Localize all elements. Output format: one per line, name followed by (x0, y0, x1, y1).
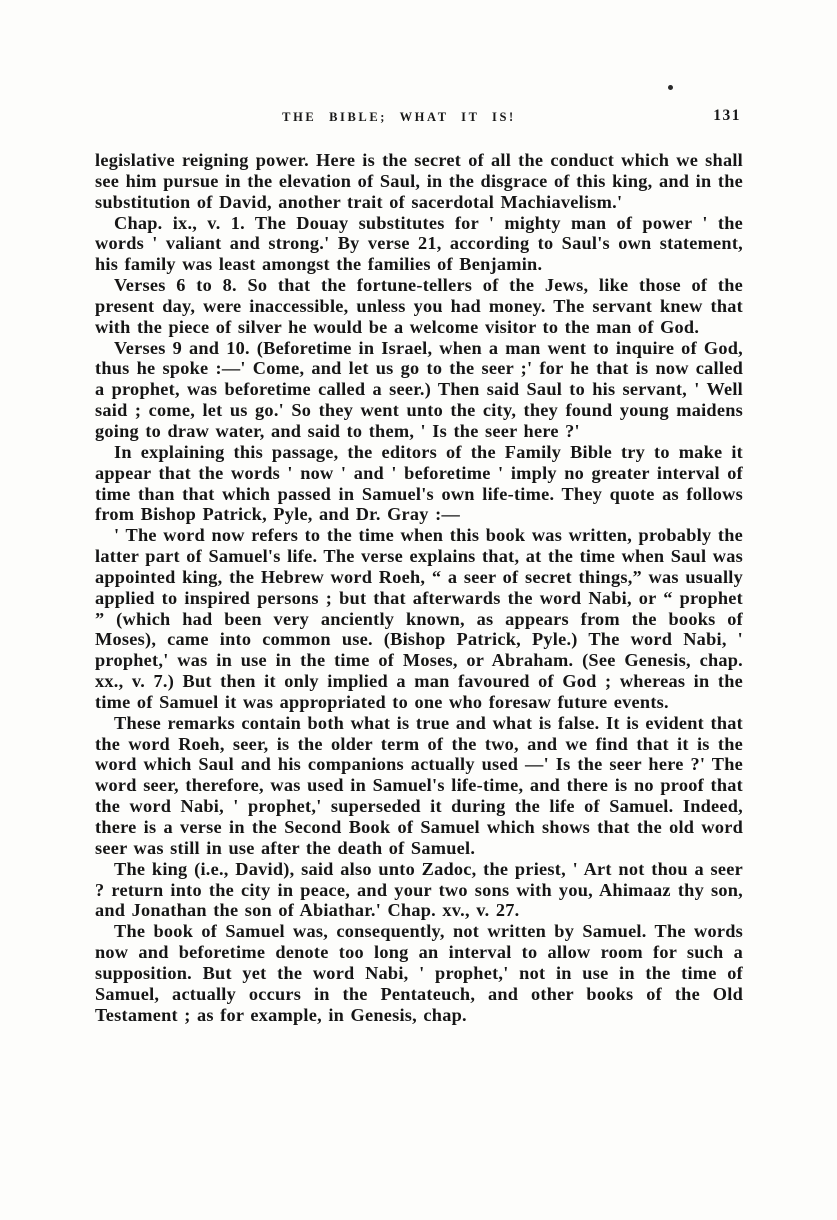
paragraph-5: In explaining this passage, the editors of the Family Bible try to make it appear that the words ' now ' and ' beforetime ' imply no greater interval of time than that which passed in Samuel's own life-time. They quote as follows from Bishop Patrick, Pyle, and Dr. Gray :— (95, 441, 743, 525)
page-body (95, 150, 743, 1025)
paragraph-6: ' The word now refers to the time when this book was written, probably the latter part of Samuel's life. The verse explains that, at the time when Saul was appointed king, the Hebrew word Roeh, “ a seer of secret things,” was usually applied to inspired persons ; but that afterwards the word Nabi, or “ prophet ” (which had been very anciently known, as appears from the books of Moses), came into common use. (Bishop Patrick, Pyle.) The word Nabi, ' prophet,' was in use in the time of Moses, or Abraham. (See Genesis, chap. xx., v. 7.) But then it only implied a man favoured of God ; whereas in the time of Samuel it was appropriated to one who foresaw future events. (95, 525, 743, 712)
paragraph-3: Verses 6 to 8. So that the fortune-tellers of the Jews, like those of the present day, were inaccessible, unless you had money. The servant knew that with the piece of silver he would be a welcome visitor to the man of God. (95, 275, 743, 337)
paragraph-7: These remarks contain both what is true and what is false. It is evident that the word Roeh, seer, is the older term of the two, and we find that it is the word which Saul and his companions actually used —' Is the seer here ?' The word seer, therefore, was used in Samuel's life-time, and there is no proof that the word Nabi, ' prophet,' superseded it during the life of Samuel. Indeed, there is a verse in the Second Book of Samuel which shows that the old word seer was still in use after the death of Samuel. (95, 712, 743, 858)
text-column (95, 107, 743, 1025)
paragraph-1: legislative reigning power. Here is the secret of all the conduct which we shall see him pursue in the elevation of Saul, in the disgrace of this king, and in the substitution of David, another trait of sacerdotal Machiavelism.' (95, 150, 743, 212)
paragraph-2: Chap. ix., v. 1. The Douay substitutes for ' mighty man of power ' the words ' valiant and strong.' By verse 21, according to Saul's own statement, his family was least amongst the families of Benjamin. (95, 212, 743, 275)
page-number: 131 (713, 107, 741, 124)
running-title: THE BIBLE; WHAT IT IS! (282, 110, 516, 124)
paragraph-4: Verses 9 and 10. (Beforetime in Israel, when a man went to inquire of God, thus he spoke :—' Come, and let us go to the seer ;' for he that is now called a prophet, was beforetime called a seer.) Then said Saul to his servant, ' Well said ; come, let us go.' So they went unto the city, they found young maidens going to draw water, and said to them, ' Is the seer here ?' (95, 337, 743, 441)
page-header (95, 107, 743, 132)
ink-speck (668, 85, 673, 90)
paragraph-8: The king (i.e., David), said also unto Zadoc, the priest, ' Art not thou a seer ? return into the city in peace, and your two sons with you, Ahimaaz thy son, and Jonathan the son of Abiathar.' Chap. xv., v. 27. (95, 858, 743, 921)
paragraph-9: The book of Samuel was, consequently, not written by Samuel. The words now and beforetime denote too long an interval to allow room for such a supposition. But yet the word Nabi, ' prophet,' not in use in the time of Samuel, actually occurs in the Pentateuch, and other books of the Old Testament ; as for example, in Genesis, chap. (95, 921, 743, 1025)
